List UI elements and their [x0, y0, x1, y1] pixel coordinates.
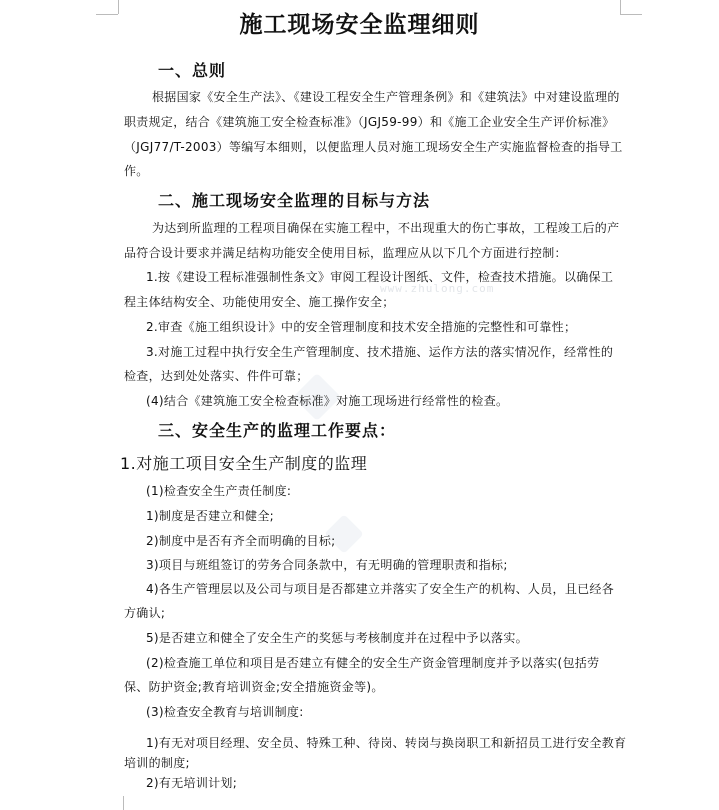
list-item: (4)结合《建筑施工安全检查标准》对施工现场进行经常性的检查。: [146, 394, 509, 408]
list-item: 2)制度中是否有齐全而明确的目标;: [146, 534, 336, 548]
section-heading: 一、总则: [158, 61, 227, 80]
section-heading: 三、安全生产的监理工作要点：: [158, 421, 397, 440]
list-item: 1.按《建设工程标准强制性条文》审阅工程设计图纸、文件，检查技术措施。以确保工: [146, 270, 614, 284]
list-item-continued: 方确认;: [124, 606, 166, 620]
paragraph-line: （JGJ77/T-2003）等编写本细则，以便监理人员对施工现场安全生产实施监督检查的指导工: [124, 140, 623, 154]
list-item: 3.对施工过程中执行安全生产管理制度、技术措施、运作方法的落实情况作，经常性的: [146, 345, 614, 359]
list-item: 4)各生产管理层以及公司与项目是否都建立并落实了安全生产的机构、人员，且已经各: [146, 582, 615, 596]
list-item: (1)检查安全生产责任制度:: [146, 484, 292, 498]
list-item-continued: 培训的制度;: [124, 756, 190, 770]
section-heading: 二、施工现场安全监理的目标与方法: [158, 191, 431, 210]
watermark-text: www.zhulong.com: [380, 282, 495, 295]
list-item: 5)是否建立和健全了安全生产的奖惩与考核制度并在过程中予以落实。: [146, 631, 528, 645]
crop-mark-bottom-left: [123, 796, 124, 810]
paragraph-line: 作。: [124, 164, 149, 178]
paragraph-line: 品符合设计要求并满足结构功能安全使用目标，监理应从以下几个方面进行控制：: [124, 246, 567, 260]
list-item-continued: 检查，达到处处落实、件件可靠；: [124, 369, 309, 383]
paragraph-line: 根据国家《安全生产法》、《建设工程安全生产管理条例》和《建筑法》中对建设监理的: [152, 90, 620, 104]
list-item: (3)检查安全教育与培训制度:: [146, 705, 304, 719]
list-item: 2)有无培训计划;: [146, 776, 238, 790]
list-item: (2)检查施工单位和项目是否建立有健全的安全生产资金管理制度并予以落实(包括劳: [146, 656, 600, 670]
paragraph-line: 为达到所监理的工程项目确保在实施工程中，不出现重大的伤亡事故，工程竣工后的产: [152, 221, 620, 235]
list-item: 1)有无对项目经理、安全员、特殊工种、待岗、转岗与换岗职工和新招员工进行安全教育: [146, 736, 627, 750]
subsection-heading: 1.对施工项目安全生产制度的监理: [120, 454, 368, 473]
list-item: 2.审查《施工组织设计》中的安全管理制度和技术安全措施的完整性和可靠性；: [146, 320, 577, 334]
list-item: 3)项目与班组签订的劳务合同条款中，有无明确的管理职责和指标;: [146, 558, 508, 572]
list-item-continued: 保、防护资金;教育培训资金;安全措施资金等)。: [124, 680, 384, 694]
list-item: 1)制度是否建立和健全;: [146, 509, 274, 523]
paragraph-line: 职责规定，结合《建筑施工安全检查标准》（JGJ59-99）和《施工企业安全生产评价标准》: [124, 115, 615, 129]
list-item-continued: 程主体结构安全、功能使用安全、施工操作安全；: [124, 295, 395, 309]
document-title: 施工现场安全监理细则: [239, 12, 480, 38]
